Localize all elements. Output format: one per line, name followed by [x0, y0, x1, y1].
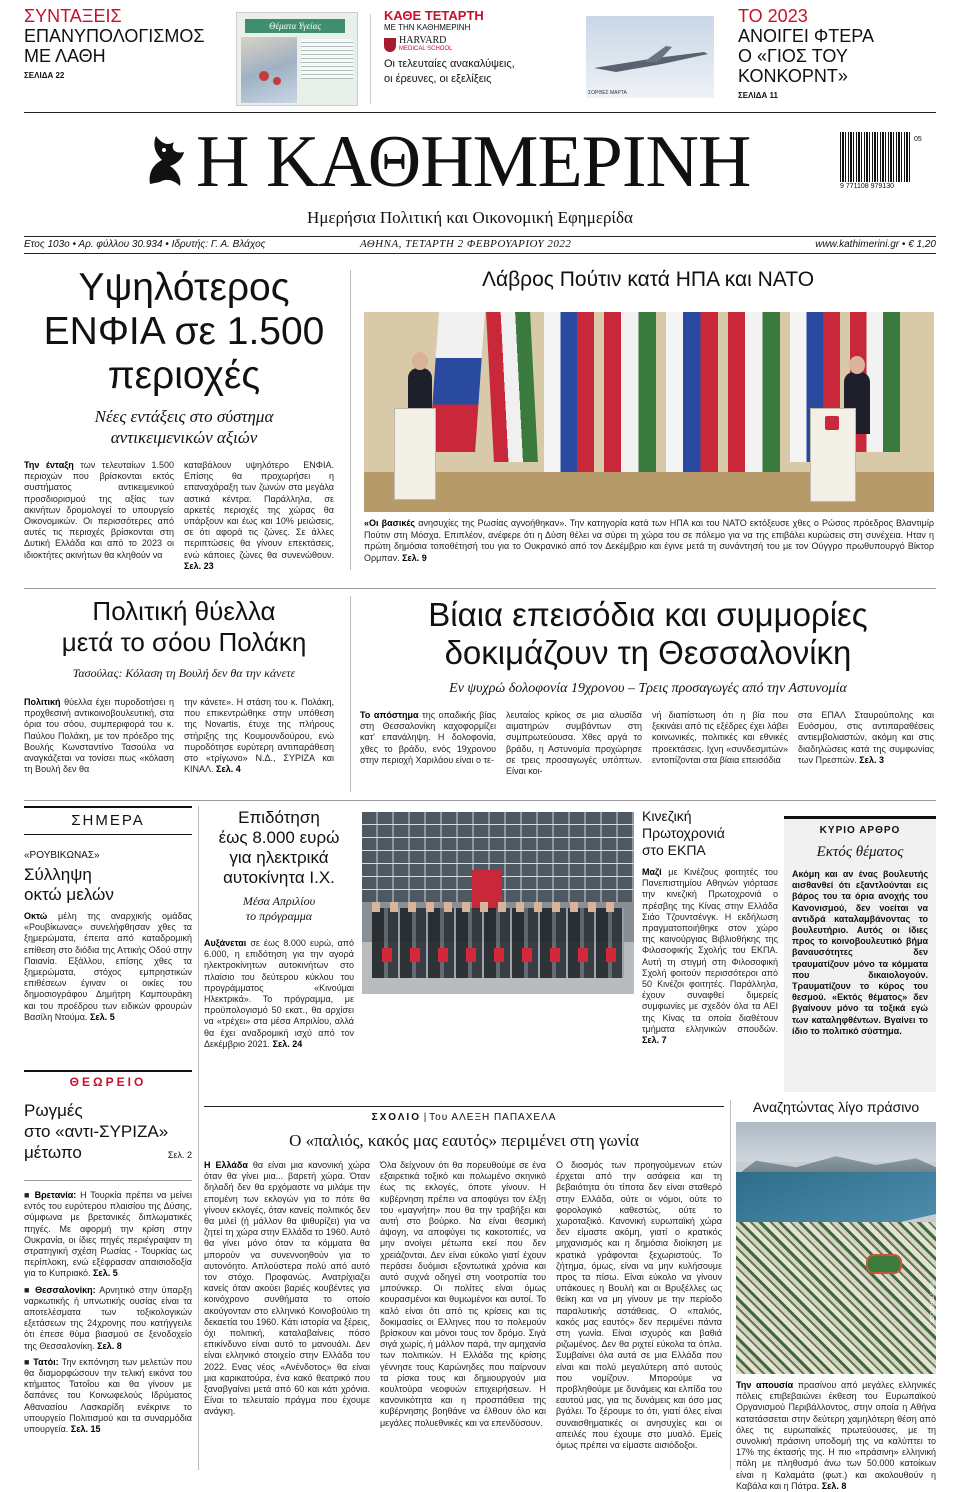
page-ref: Σελ. 3 [859, 754, 884, 765]
headline-line: περιοχές [107, 354, 261, 397]
section-rule [24, 800, 936, 801]
theoreio-box[interactable] [24, 1070, 192, 1470]
enfia-col2 [184, 460, 334, 572]
scholio-header: ΣΧΟΛΙΟ | Του ΑΛΕΞΗ ΠΑΠΑΧΕΛΑ [371, 1112, 557, 1123]
lead-word: Η Ελλάδα [204, 1160, 248, 1170]
page-ref: Σελ. 24 [272, 1038, 303, 1049]
teaser-sub: ΜΕ ΤΗΝ ΚΑΘΗΜΕΡΙΝΗ [384, 23, 471, 32]
coat-of-arms-icon [825, 416, 839, 430]
bullet-text: Η Τουρκία πρέπει να μείνει εντός του ευρύτερου πλαισίου της Δύσης, σύμφωνα με βρετανικές διπλωματικές πηγές. Με αφορμή την κρίση στην Ουκρανία, οι ίδιες πηγές περιέγραψαν τη στρατηγική σχέση Ρωσίας - Τουρκίας ως περίπλοκη, ενώ εξέφρασαν απαισιοδοξία για το Κυπριακό. [24, 1190, 192, 1279]
scholio-columns [204, 1160, 724, 1451]
green-text [736, 1380, 936, 1492]
headline-line: αυτοκίνητα Ι.Χ. [223, 868, 335, 887]
simera-text [24, 911, 192, 1023]
article-text: της οπαδικής βίας στη Θεσσαλονίκη καχοφορμίζει κατ' επανάληψη. Η δολοφονία, χθες το βράδυ, ενός 19χρονου στην περιοχή Χαριλάου είναι ο τε- [360, 710, 496, 765]
green-headline: Αναζητώντας λίγο πράσινο [752, 1099, 920, 1115]
theoreio-divider [24, 1180, 192, 1181]
teaser-line: Οι τελευταίες ανακαλύψεις, [384, 58, 515, 70]
simera-headline [24, 865, 192, 905]
bullet-text: Την εκπόνηση των μελετών που θα διαμορφώσουν την τελική εικόνα του κτήματος Τατοΐου και θα γίνουν με δαπάνες του Κοινωφελούς Ιδρύματος Αθανασίου Λασκαρίδη ενέκρινε το υπουργείο Πολιτισμού και τα συναρμόδια υπουργεία. [24, 1356, 192, 1435]
theoreio-bullet: ■ Θεσσαλονίκη: Αρνητικό στην ύπαρξη ναρκωτικής ή υπνωτικής ουσίας είναι τα αποτελέσματα των τοξικολογικών εξετάσεων της 24χρονης που κατήγγειλε ότι έπεσε θύμα βιασμού σε ξενοδοχείο της Θεσσαλονίκη. Σελ. 8 [24, 1284, 193, 1351]
shield-icon [384, 38, 396, 52]
enfia-story[interactable] [24, 266, 344, 584]
flag-russia [429, 312, 485, 452]
sky [736, 1122, 936, 1162]
teaser-harvard[interactable] [384, 8, 532, 108]
theoreio-label: ΘΕΩΡΕΙΟ [69, 1075, 147, 1089]
top-rule [24, 112, 936, 113]
putin-caption [364, 518, 934, 564]
article-text: λευταίος κρίκος σε μια αλυσίδα αιματηρών συμβάντων στη συμπρωτεύουσα. Χθες αργά το βράδυ, η Αστυνομία προχώρησε σε τρεις προσαγωγές υπόπτων. Είναι κοι- [506, 710, 642, 777]
scholio-col3 [556, 1160, 722, 1451]
scholio-rule [204, 1106, 724, 1107]
article-text: θα είναι μια κανονική χώρα όταν θα γίνει μια... βαρετή χώρα. Όταν δηλαδή δεν θα ερχόμαστε να μιλάμε την επομένη των εκλογών για το πότε θα γίνουν εκλογές, όταν κανείς πολιτικός δεν θα μιλεί (ή μάλλον θα ψιθυρίζει) για να ζητεί τη χώρα στην Ελλάδα το 1960. Αυτό θα γίνει μόνο όταν τα κόμματα θα μπορούν να συνεννοηθούν για το αυτονόητο. Απλούστερα πολύ από αυτό τον στόχο. Προφανώς. Ανατρίχιαζει κανείς όταν ακούει βαριές κουβέντες για κοινόχρονο συνθήματα το οποίο ακούγονταν στο ελληνικό Κοινοβούλιο τη δεκαετία του 1960. Κάτι ιστορία να ξέρεις, όχι πολιτική, καταλαβαίνεις πόσο επικίνδυνο είναι αυτό το μανουάλι. Δεν είναι ελληνικό στοιχείο στην Ελλάδα του 2022. Ενας νέος «Ανένδοτος» θα είναι μια καρικατούρα, ένα κακό θεατρικό που ξαναβγαίνει μετά από 60 και κάτι χρόνια. Είναι το τελευταίο πράγμα που έχουμε ανάγκη. [204, 1160, 370, 1417]
teaser-title: ΑΝΟΙΓΕΙ ΦΤΕΡΑ [738, 26, 874, 46]
article-text: Ο διοσμός των προηγούμενων ετών έρχεται από την ασάφεια και τη βεβαιότητα ότι τίποτα δεν είναι σταθερό στην Ελλάδα, ούτε οι νόμοι, ούτε το φορολογικό καθεστώς, ούτε το χωροταξικό. Κανονική ευρωπαϊκή χώρα δεν είμαστε ακόμη, γιατί ο κρατικός μηχανισμός και η δημόσια διοίκηση με κρατικά γράφονται ξεχωριστούς. Το ζήτημα, όμως, είναι να μην κυλήσουμε προς τα πίσω. Είναι εύκολο να γίνουν υπάκουες η Βουλή και οι Βρυξέλλες ως θείκη και να μη γίνουν με την περίοδο παραλυτικής αστάθειας. Ο «παλιός, κακός μας εαυτός» δεν περιμένει πάντα στη γωνία. Είναι ισχυρός και βαθιά ριζωμένος. Δεν θα ριχτεί εύκολα τα όπλα. Συμβαίνει όλα αυτά σε μια Ελλάδα που είναι και πολύ μεγαλύτερη από αυτούς που νομίζουν. Μπορούμε να προβληθούμε με δυνάμεις και ελπίδα του εαυτού μας, για τις δυνάμεις και όσο μας βγάλει. Το ξέρουμε το ότι, γιατί όλες είναι συναισθηματικές οι ανησυχίες και οι απειλές που έχουμε στο μυαλό. Εμείς όμως πρέπει να είμαστε αισιόδοξοι. [556, 1160, 722, 1451]
putin-story[interactable] [360, 266, 936, 584]
article-text: Όλα δείχνουν ότι θα πορευθούμε σε ένα εξαιρετικά τοξικό και πολωμένο σκηνικό έως τις εκλογές, όποτε γίνουν. Η κυβέρνηση πρέπει να αποφύγει τον έλξη του «μαγνήτη» που θα την τραβήξει και αυτή στο βούρκο. Να είναι θεσμική άψογη, να αποφύγει τις κακοτοπιές, να μην ανοίγει μέτωπα εκεί που δεν χρειάζονται. Δεν είναι εύκολο γιατί έχουν περάσει δυόμισι εξοντωτικά χρόνια και αυτό συχνά οδηγεί στη νοοτροπία του μπούνκερ. Οι πολίτες είναι όμως κουρασμένοι και θυμωμένοι και αυτοί. Το καλό είναι ότι από τις κρίσεις και τις δοκιμασίες οι Ελληνες που το πολεμούν βρίσκουν και μόνοι τους τον δρόμο. Σιγά σιγά χωρίς, ή μάλλον παρά, την αμηχανία των πολιτικών. Η Ελλάδα της κρίσης γέννησε τους Καρώνηδες που παίρνουν τα ρίσκα τους και δημιουργούν μια κουλτούρα νεοφυών επιχειρήσεων. Η κανονικότητα και η προσπάθεια της κυβέρνησης βοηθάνε να έλθουν όλο και μεγάλες πολυεθνικές και να επενδύσουν. [380, 1160, 546, 1428]
teaser-divider [370, 14, 371, 104]
harvard-brand-sub: MEDICAL SCHOOL [399, 46, 453, 52]
scholio-col1 [204, 1160, 370, 1451]
magazine-decor [259, 71, 269, 81]
griffin-logo [140, 128, 196, 192]
green-story[interactable] [736, 1098, 936, 1491]
column-divider [198, 806, 199, 1470]
theoreio-bullet: ■ Βρετανία: Η Τουρκία πρέπει να μείνει εντός του ευρύτερου πλαισίου της Δύσης, σύμφωνα με βρετανικές διπλωματικές πηγές. Με αφορμή την κρίση στην Ουκρανία, οι ίδιες πηγές περιέγραψαν τη στρατηγική σχέση Ρωσίας - Τουρκίας ως περίπλοκη, ενώ εξέφρασαν απαισιοδοξία για το Κυπριακό. Σελ. 5 [24, 1190, 192, 1279]
theoreio-rule [24, 1070, 192, 1072]
issue-date: ΑΘΗΝΑ, ΤΕΤΑΡΤΗ 2 ΦΕΒΡΟΥΑΡΙΟΥ 2022 [360, 238, 572, 250]
person-right-head [849, 356, 865, 374]
teaser-title: ΕΠΑΝΥΠΟΛΟΓΙΣΜΟΣ [24, 26, 205, 46]
page-ref: Σελ. 5 [93, 1268, 118, 1279]
article-text: νή διαπίστωση ότι η βία που ξεκινάει από τις εξέδρες έχει λάβει κοινωνικές, πολιτικές και εθνικές προεκτάσεις. Ιχνη «συνδεσμιτών» εντοπίζονται στα βίαια επεισόδια [652, 710, 788, 765]
teaser-page: ΣΕΛΙΔΑ 11 [738, 91, 778, 100]
headline-line: μετά το σόου Πολάκη [61, 627, 307, 657]
headline-line: μέτωπο [24, 1143, 82, 1162]
subtitle-line: Νέες εντάξεις στο σύστημα [94, 407, 274, 426]
scholio-label: ΣΧΟΛΙΟ [371, 1112, 421, 1123]
person-left-head [412, 352, 428, 370]
enfia-col1 [24, 460, 174, 572]
headline-line: Βίαια επεισόδια και συμμορίες [428, 596, 868, 633]
thessaloniki-headline [360, 596, 936, 672]
barcode-number: 9 771108 979130 [840, 183, 894, 190]
bullet-lead: Τατόι: [33, 1356, 59, 1367]
kalamata-aerial-photo [736, 1122, 936, 1374]
chinese-headline [642, 808, 778, 859]
photo-credit: ΣΟΡΘΕΣ ΜΑΡΤΑ [588, 90, 627, 96]
column-divider [730, 1100, 731, 1470]
bullet-lead: Βρετανία: [34, 1190, 77, 1200]
thessaloniki-story[interactable] [360, 596, 936, 792]
lead-word: Την απουσία [736, 1380, 794, 1390]
newspaper-subtitle: Ημερήσια Πολιτική και Οικονομική Εφημερίδα [307, 208, 633, 227]
page-ref: Σελ. 2 [167, 1150, 192, 1160]
article-text: μέλη της αναρχικής ομάδας «Ρουβίκωνας» συνελήφθησαν χθες τα ξημερώματα, έπειτα από καταδρομική επίθεση στο διόδια της Αττικής Οδού στην Παιανία. Εξάλλου, επίσης χθες τα ξημερώματα, στόχος εμπρηστικών επιθέσεων έγιναν οι οικίες του δημοσιογράφου Δημήτρη Καμπουράκη και του προέδρου των ειδικών φρουρών Βασίλη Ντούμα. [24, 911, 192, 1022]
bullet-lead: Θεσσαλονίκη: [35, 1284, 96, 1295]
enfia-subtitle [24, 406, 344, 448]
lead-word: Το απόστημα [360, 710, 419, 720]
podium-left [394, 408, 436, 500]
masthead-rule [24, 236, 936, 237]
article-text: πρασίνου από μεγάλες ελληνικές πόλεις επιβεβαιώνει έκθεση του Ευρωπαϊκού Οργανισμού Περιβάλλοντος, στην οποία η Αθήνα κατατάσσεται στην δεύτερη χαμηλότερη θέση από όλες τις ευρωπαϊκές πρωτεύουσες, με τη συνολική πράσινη υποδομή της να καλύπτει το 17% της έκτασής της. Η πιο «πράσινη» ελληνική πόλη με πληθυσμό άνω των 50.000 κατοίκων είναι η Καλαμάτα (φωτ.) και ακολουθούν η Καβάλα και η Πάτρα. [736, 1380, 936, 1491]
simera-kicker: «ΡΟΥΒΙΚΩΝΑΣ» [24, 850, 100, 861]
headline-line: έως 8.000 ευρώ [218, 828, 340, 847]
headline-line: στο ΕΚΠΑ [642, 842, 706, 858]
editorial-label: ΚΥΡΙΟ ΑΡΘΡΟ [819, 825, 901, 836]
barcode-bars [840, 132, 912, 182]
library-event-photo[interactable] [362, 812, 634, 994]
harvard-logo [384, 36, 532, 53]
editorial-title: Εκτός θέματος [816, 844, 904, 860]
scholio-col2 [380, 1160, 546, 1451]
simera-rule [24, 834, 192, 835]
teaser-title: ΜΕ ΛΑΘΗ [24, 46, 106, 66]
newspaper-title[interactable]: Η ΚΑΘΗΜΕΡΙΝΗ [196, 121, 751, 203]
article-text: θύελλα έχει πυροδοτήσει η προχθεσινή αντικοινοβουλευτική, στα όρια του σόου, συμπεριφορά του κ. Παύλου Πολάκη, με τον πρόεδρο της Βουλής Κωνσταντίνο Τασούλα να αναγκάζεται να τονίσει πως «κόλαση τη Βουλή δεν θα [24, 697, 174, 775]
kremlin-press-photo [364, 312, 934, 512]
flag-hungary [728, 312, 780, 472]
enfia-headline [24, 266, 344, 398]
scholio-title[interactable]: Ο «παλιός, κακός μας εαυτός» περιμένει στη γωνία [289, 1131, 639, 1150]
issue-info: Ετος 103ο • Αρ. φύλλου 30.934 • Ιδρυτής: Γ. Α. Βλάχος [24, 239, 266, 250]
polakis-story[interactable] [24, 596, 344, 792]
magazine-decor [273, 77, 281, 85]
chinese-new-year-story[interactable] [642, 808, 778, 1094]
lead-word: Μαζί [642, 867, 662, 877]
masthead-rule-bottom [24, 253, 936, 254]
article-text: την κάνετε». Η στάση του κ. Πολάκη, που επικεντρώθηκε στην υπόθεση της Novartis, έτυχε της πλήρους στήριξης της Κουμουνδούρου, ενώ πυροδότησε ευρύτερη αντιπαράθεση στο «τρίγωνο» Ν.Δ., ΣΥΡΙΖΑ και ΚΙΝΑΛ. [184, 697, 334, 775]
page-ref: Σελ. 4 [216, 764, 241, 775]
headline-line: Υψηλότερος [78, 266, 290, 309]
thessaloniki-col1 [360, 710, 496, 777]
headline-line: Ρωγμές [24, 1101, 83, 1120]
article-text: των τελευταίων 1.500 περιοχών που βρίσκονται εκτός συστήματος αντικειμενικού προσδιορισμού της αξίας των ακινήτων δρομολογεί το υπουργείο Οικονομικών. Οι περισσότερες από αυτές τις περιοχές βρίσκονται στη Δυτική Ελλάδα και από το 2023 οι ιδιοκτήτες ακινήτων θα κληθούν να [24, 460, 175, 560]
people-group [372, 908, 624, 978]
flag-russia [666, 312, 718, 480]
headline-line: Σύλληψη [24, 865, 92, 884]
lead-word: «Οι βασικές [364, 518, 416, 528]
headline-line: Επιδότηση [238, 808, 320, 827]
ev-headline [204, 808, 354, 888]
thessaloniki-col3 [652, 710, 788, 777]
teaser-concorde[interactable] [738, 6, 948, 106]
headline-line: οκτώ μελών [24, 885, 114, 904]
page-ref: Σελ. 5 [90, 1011, 115, 1022]
polakis-headline [24, 596, 344, 658]
people-heads [372, 902, 624, 912]
theoreio-bullet: ■ Τατόι: Την εκπόνηση των μελετών που θα διαμορφώσουν την τελική εικόνα του κτήματος Τατοΐου και θα γίνουν με δαπάνες του Κοινωφελούς Ιδρύματος Αθανασίου Λασκαρίδη ενέκρινε το υπουργείο Πολιτισμού και τα συναρμόδια υπουργεία. Σελ. 15 [24, 1356, 192, 1435]
subtitle-line: Μέσα Απριλίου [242, 894, 316, 908]
headline-line: Πρωτοχρονιά [642, 825, 725, 841]
flag-russia [544, 312, 594, 472]
theoreio-headline [24, 1100, 192, 1166]
magazine-text-lines [301, 39, 353, 79]
lead-word: Πολιτική [24, 697, 61, 707]
page-ref: Σελ. 9 [402, 552, 427, 563]
teaser-kicker: ΣΥΝΤΑΞΕΙΣ [24, 6, 122, 26]
headline-line: δοκιμάζουν τη Θεσσαλονίκη [444, 634, 852, 671]
page-ref: Σελ. 7 [642, 1035, 667, 1046]
thessaloniki-col2 [506, 710, 642, 777]
magazine-cover-thumbnail[interactable] [236, 12, 358, 106]
flag-hungary [604, 312, 656, 480]
thessaloniki-col4 [798, 710, 934, 777]
scholio-author: Του ΑΛΕΞΗ ΠΑΠΑΧΕΛΑ [429, 1112, 557, 1123]
ev-subsidy-story[interactable] [204, 808, 354, 1098]
magazine-photo [241, 37, 297, 103]
headline-line: στο «αντι-ΣΥΡΙΖΑ» [24, 1122, 169, 1141]
headline-line: Πολιτική θύελλα [92, 596, 276, 626]
headline-line: για ηλεκτρικά [229, 848, 329, 867]
barcode [840, 132, 920, 194]
subtitle-line: το πρόγραμμα [245, 909, 313, 923]
page-ref: Σελ. 8 [821, 1480, 847, 1491]
lead-word: Αυξάνεται [204, 938, 247, 948]
lead-word: Την ένταξη [24, 460, 74, 470]
page-ref: Σελ. 23 [184, 560, 214, 571]
polakis-col2 [184, 697, 334, 775]
chinese-text [642, 867, 778, 1046]
headline-line: ΕΝΦΙΑ σε 1.500 [43, 310, 325, 353]
article-text: καταβάλουν υψηλότερο ΕΝΦΙΑ. Επίσης θα προχωρήσει η επαναχάραξη των ζωνών στα μεγάλα αστικά κέντρα. Παράλληλα, σε αρκετές περιοχές της χώρας θα υπάρξουν και έως και 10% μειώσεις, σε ότι αφορά τις ζώνες. Σε άλλες περιπτώσεις θα γίνουν επεκτάσεις, ενώ κάποιες ζώνες θα συνενώθουν. [184, 460, 334, 560]
subtitle-line: αντικειμενικών αξιών [110, 428, 258, 447]
supersonic-jet-photo[interactable] [586, 16, 714, 98]
flag-hungary [486, 312, 538, 462]
teaser-line: οι έρευνες, οι εξελίξεις [384, 73, 492, 85]
polakis-col1 [24, 697, 174, 775]
simera-box[interactable] [24, 806, 192, 1068]
caption-text: ανησυχίες της Ρωσίας αγνοήθηκαν». Την κατηγορία κατά των ΗΠΑ και του ΝΑΤΟ εκτόξευσε χθες ο Ρώσος πρόεδρος Βλαντιμίρ Πούτιν στη Μόσχα. Επιπλέον, ανέφερε ότι η Δύση θέλει να σύρει τη χώρα του σε πόλεμο για να της επιβάλει κυρώσεις στη συνέχεια. Ηταν η πρώτη δημόσια τοποθέτησή του για το Ουκρανικό από τον Δεκέμβριο και έγινε μετά τη συνάντησή του με τον Ούγγρο πρωθυπουργό Βίκτορ Ορμπαν. [364, 518, 934, 563]
ev-subtitle [204, 894, 354, 924]
red-gift-bags [382, 948, 618, 962]
teaser-page: ΣΕΛΙΔΑ 22 [24, 71, 65, 80]
jet-illustration [586, 16, 714, 98]
barcode-issue: 05 [914, 136, 922, 143]
editorial-text: Ακόμη και αν ένας βουλευτής αισθανθεί ότι εξαντλούνται εις βάρος του τα όρια ανοχής του Κανονισμού, δεν νοείται να αντιδρά καταλαμβάνοντας το βουλευτήριο. Αυτός οι ίδιες προς το κοινοβουλευτικό βήμα βαναυσότητες δεν τραυματίζουν μόνο τα κόμματα που δικαιολογούν. Τραυματίζουν το κύρος του θεσμού. «Εκτός θέματος» δεν βγαίνουν μόνο τα τοξικά εγώ των καταληφθέντων. Βγαίνει το ίδιο το πολιτικό σύστημα. [792, 869, 928, 1036]
bullet-text: Αρνητικό στην ύπαρξη ναρκωτικής ή υπνωτικής ουσίας είναι τα αποτελέσματα των τοξικολογικών εξετάσεων της 24χρονης που κατήγγειλε ότι έπεσε θύμα βιασμού σε ξενοδοχείο της Θεσσαλονίκη. [24, 1284, 193, 1351]
simera-rule [24, 806, 192, 808]
teaser-pensions[interactable] [24, 6, 234, 106]
lead-word: Οκτώ [24, 911, 48, 921]
issue-price: www.kathimerini.gr • € 1,20 [815, 239, 936, 250]
page-ref: Σελ. 15 [70, 1424, 101, 1435]
simera-label: ΣΗΜΕΡΑ [71, 812, 145, 829]
teaser-kicker: ΚΑΘΕ ΤΕΤΑΡΤΗ [384, 8, 484, 23]
ev-text [204, 938, 354, 1050]
teaser-title: Ο «ΓΙΟΣ ΤΟΥ ΚΟΝΚΟΡΝΤ» [738, 46, 848, 86]
harvard-brand: HARVARD [399, 35, 447, 46]
headline-line: Κινεζική [642, 808, 692, 824]
page-ref: Σελ. 8 [97, 1340, 122, 1351]
section-rule [24, 588, 936, 589]
article-text: σε έως 8.000 ευρώ, από 6.000, η επιδότηση για την αγορά ηλεκτροκίνητων αυτοκινήτων στο πλαίσιο του δεύτερου κύκλου του προγράμματος «Κινούμαι Ηλεκτρικά». Το πρόγραμμα, με προϋπολογισμό 50 εκατ., θα αρχίσει να «τρέχει» στα μέσα Απριλίου, αλλά θα έχει αναδρομική ισχύ από τον Δεκέμβριο 2021. [204, 938, 354, 1049]
putin-headline: Λάβρος Πούτιν κατά ΗΠΑ και ΝΑΤΟ [481, 268, 815, 291]
column-divider [350, 596, 351, 792]
stadium [866, 1254, 902, 1274]
article-text: με Κινέζους φοιτητές του Πανεπιστημίου Αθηνών γιόρτασε την κινεζική Πρωτοχρονιά ο πρέσβης της Κίνας στην Ελλάδα Σιάο Τζουντσένγκ. Η εκδήλωση πραγματοποιήθηκε στον χώρο της καινούργιας Βιβλιοθήκης της Φιλοσοφικής Σχολής του ΕΚΠΑ. Αυτή τη στιγμή στη Φιλοσοφική Σχολή φοιτούν περισσότεροι από 50 Κινέζοι φοιτητές. Παράλληλα, έχουν συναφθεί διμερείς συμφωνίες με σχεδόν όλα τα ΑΕΙ της Κίνας τα οποία διαθέτουν τμήματα ελληνικών σπουδών. [642, 867, 778, 1034]
thessaloniki-subtitle: Εν ψυχρώ δολοφονία 19χρονου – Τρεις προσαγωγές από την Αστυνομία [449, 681, 847, 696]
polakis-subtitle: Τασούλας: Κόλαση τη Βουλή δεν θα την κάνετε [72, 666, 296, 680]
article-text: στα ΕΠΑΛ Σταυρούπολης και Ευόσμου, στις αντιπαραθέσεις αντιεμβολιαστών, ακόμη και στις διαδηλώσεις κατά της συμφωνίας των Πρεσπών. [798, 710, 934, 765]
city [736, 1222, 936, 1374]
teaser-kicker: ΤΟ 2023 [738, 6, 808, 26]
column-divider [350, 270, 351, 570]
magazine-title: Θέματα Υγείας [245, 19, 345, 33]
editorial-box[interactable] [784, 816, 936, 1092]
photo-credit: SHUTTERSTOCK [928, 1282, 934, 1323]
